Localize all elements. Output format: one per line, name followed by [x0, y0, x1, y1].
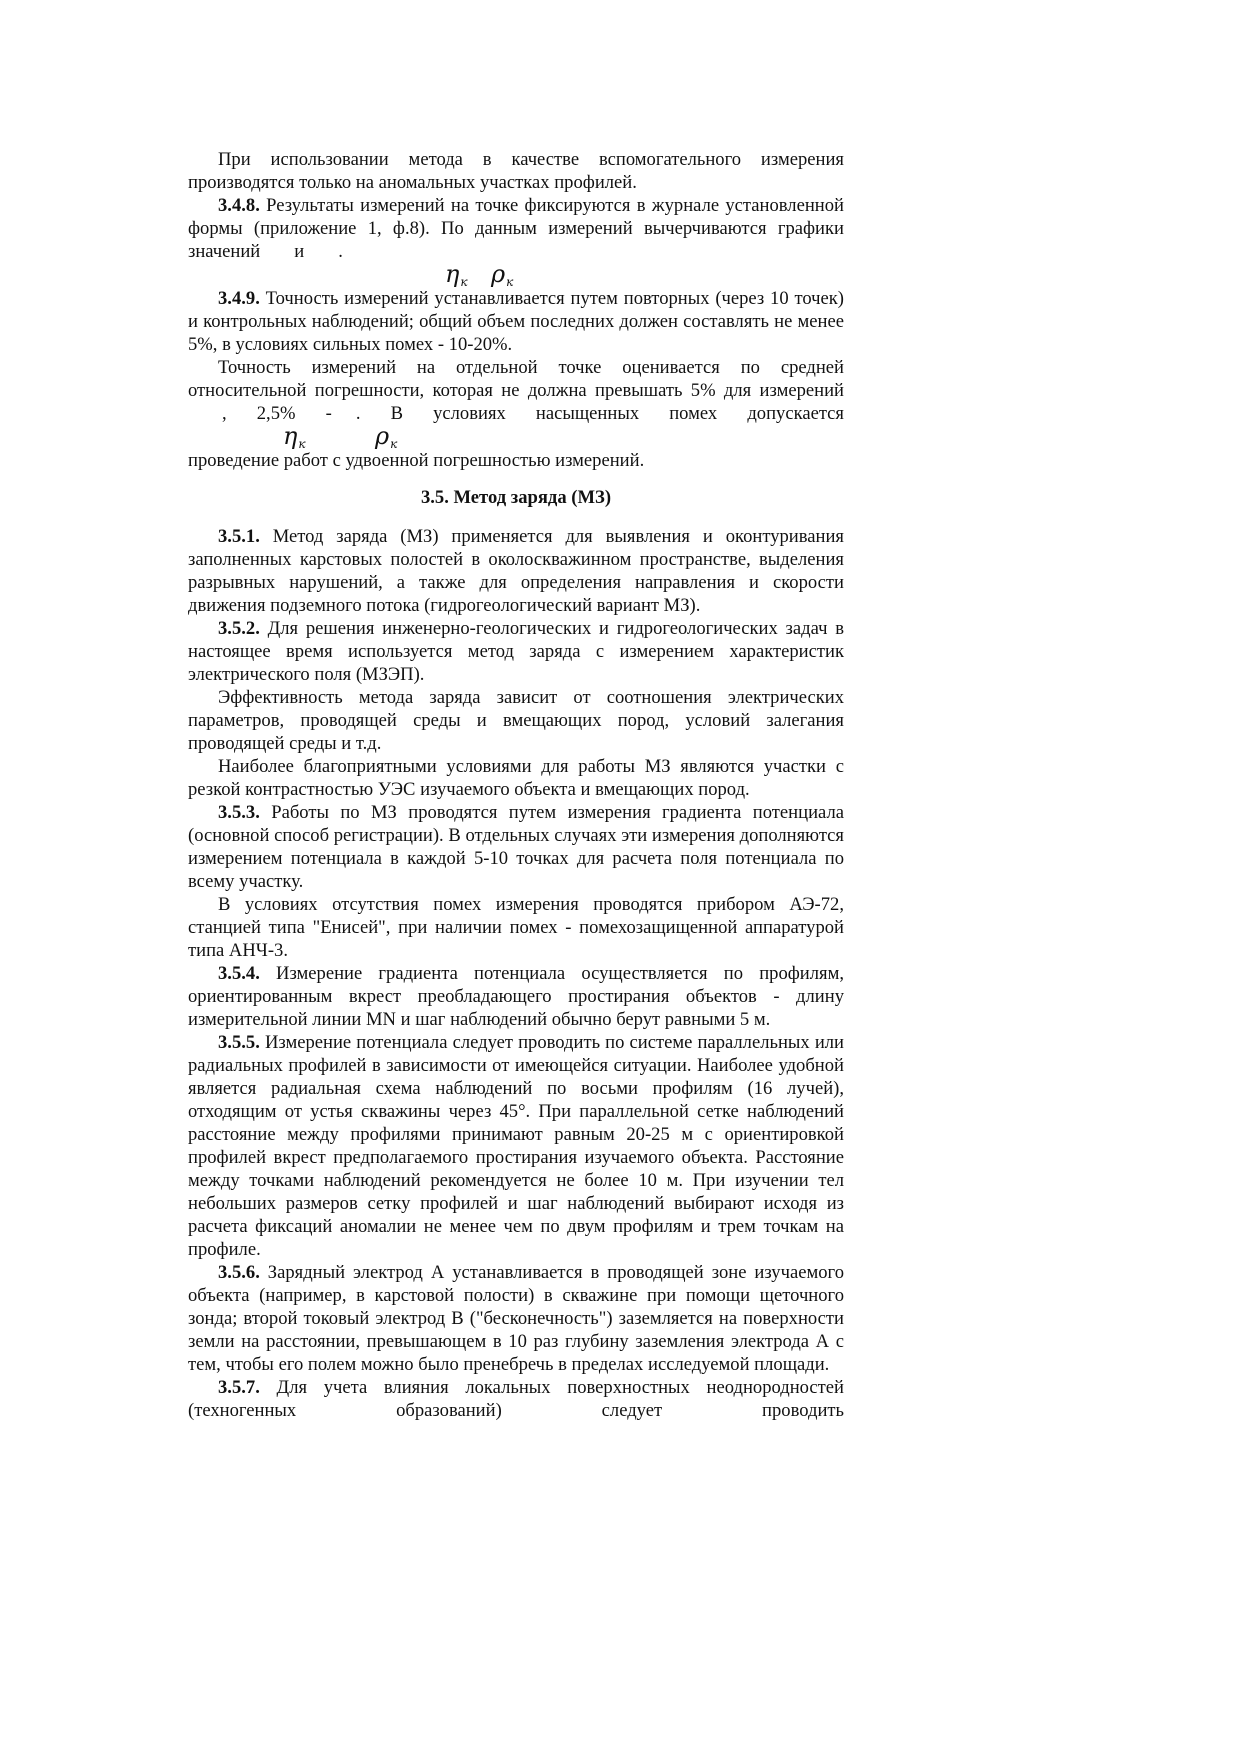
paragraph-3-5-5: [188, 1031, 844, 1261]
paragraph-text: проведение работ с удвоенной погрешностью измерений.: [188, 450, 645, 471]
formula-row-accuracy: [188, 422, 844, 451]
section-number: 3.5.5.: [218, 1032, 260, 1053]
paragraph-accuracy: [188, 356, 844, 425]
paragraph-favorable-conditions: [188, 755, 844, 801]
section-number: 3.5.6.: [218, 1262, 260, 1283]
paragraph-auxiliary-method: [188, 148, 844, 194]
paragraph-3-5-3: [188, 801, 844, 893]
section-number: 3.5.7.: [218, 1377, 260, 1398]
paragraph-3-4-8: [188, 194, 844, 263]
section-number: 3.4.9.: [218, 288, 260, 309]
paragraph-text: Эффективность метода заряда зависит от соотношения электрических параметров, проводящей среды и вмещающих пород, условий залегания проводящей среды и т.д.: [188, 687, 844, 754]
paragraph-3-5-2: [188, 617, 844, 686]
conjunction-text: и: [294, 241, 305, 262]
paragraph-3-5-6: [188, 1261, 844, 1376]
section-number: 3.5.4.: [218, 963, 260, 984]
paragraph-text: При использовании метода в качестве вспомогательного измерения производятся только на аномальных участках профилей.: [188, 149, 844, 193]
formula-row-graphs: [188, 260, 844, 289]
paragraph-text: Измерение градиента потенциала осуществляется по профилям, ориентированным вкрест преобладающего простирания объектов - длину измерительной линии MN и шаг наблюдений обычно берут равными 5 м.: [188, 963, 844, 1030]
document-page: [188, 148, 844, 1422]
period-text: .: [338, 241, 343, 262]
paragraph-no-noise: [188, 893, 844, 962]
section-number: 3.4.8.: [218, 195, 260, 216]
paragraph-text: Зарядный электрод А устанавливается в проводящей зоне изучаемого объекта (например, в карстовой полости) в скважине при помощи щеточного зонда; второй токовый электрод В ("бесконечность") заземляется на поверхности земли на расстоянии, превышающем в 10 раз глубину заземления электрода А с тем, чтобы его полем можно было пренебречь в пределах исследуемой площади.: [188, 1262, 844, 1375]
paragraph-text: Работы по МЗ проводятся путем измерения градиента потенциала (основной способ регистрации). В отдельных случаях эти измерения дополняются измерением потенциала в каждой 5-10 точках для расчета поля потенциала по всему участку.: [188, 802, 844, 892]
rho-symbol: $\rho_к$: [491, 260, 514, 289]
paragraph-3-5-4: [188, 962, 844, 1031]
paragraph-efficiency: [188, 686, 844, 755]
paragraph-text: Точность измерений на отдельной точке оценивается по средней относительной погрешности, которая не должна превышать 5% для измерений: [188, 357, 844, 401]
paragraph-3-4-9: [188, 287, 844, 356]
paragraph-text: Для решения инженерно-геологических и гидрогеологических задач в настоящее время используется метод заряда с измерением характеристик электрического поля (МЗЭП).: [188, 618, 844, 685]
section-number: 3.5.2.: [218, 618, 260, 639]
paragraph-text: , 2,5% -: [222, 403, 332, 424]
rho-symbol: $\rho_к$: [375, 422, 398, 451]
paragraph-3-5-1: [188, 525, 844, 617]
section-heading: 3.5. Метод заряда (МЗ): [420, 487, 612, 508]
paragraph-text: . В условиях насыщенных помех допускается: [355, 403, 844, 424]
section-number: 3.5.1.: [218, 526, 260, 547]
eta-symbol: $\eta_к$: [283, 422, 306, 451]
eta-symbol: $\eta_к$: [445, 260, 468, 289]
paragraph-text: Для учета влияния локальных поверхностных неоднородностей (техногенных образований) следует проводить: [188, 1377, 844, 1421]
paragraph-text: Наиболее благоприятными условиями для работы МЗ являются участки с резкой контрастностью УЭС изучаемого объекта и вмещающих пород.: [188, 756, 844, 800]
paragraph-text: Метод заряда (МЗ) применяется для выявления и оконтуривания заполненных карстовых полостей в околоскважинном пространстве, выделения разрывных нарушений, а также для определения направления и скорости движения подземного потока (гидрогеологический вариант МЗ).: [188, 526, 844, 616]
paragraph-text: Результаты измерений на точке фиксируются в журнале установленной формы (приложение 1, ф.8). По данным измерений вычерчиваются графики значений: [188, 195, 844, 262]
section-number: 3.5.3.: [218, 802, 260, 823]
paragraph-text: Точность измерений устанавливается путем повторных (через 10 точек) и контрольных наблюдений; общий объем последних должен составлять не менее 5%, в условиях сильных помех - 10-20%.: [188, 288, 844, 355]
paragraph-3-5-7: [188, 1376, 844, 1422]
paragraph-text: В условиях отсутствия помех измерения проводятся прибором АЭ-72, станцией типа "Енисей", при наличии помех - помехозащищенной аппаратурой типа АНЧ-3.: [188, 894, 844, 961]
paragraph-text: Измерение потенциала следует проводить по системе параллельных или радиальных профилей в зависимости от имеющейся ситуации. Наиболее удобной является радиальная схема наблюдений по восьми профилям (16 лучей), отходящим от устья скважины через 45°. При параллельной сетке наблюдений расстояние между профилями принимают равным 20-25 м с ориентировкой профилей вкрест предполагаемого простирания изучаемого объекта. Расстояние между точками наблюдений рекомендуется не более 10 м. При изучении тел небольших размеров сетку профилей и шаг наблюдений выбирают исходя из расчета фиксаций аномалии не менее чем по двум профилям и трем точкам на профиле.: [188, 1032, 844, 1260]
